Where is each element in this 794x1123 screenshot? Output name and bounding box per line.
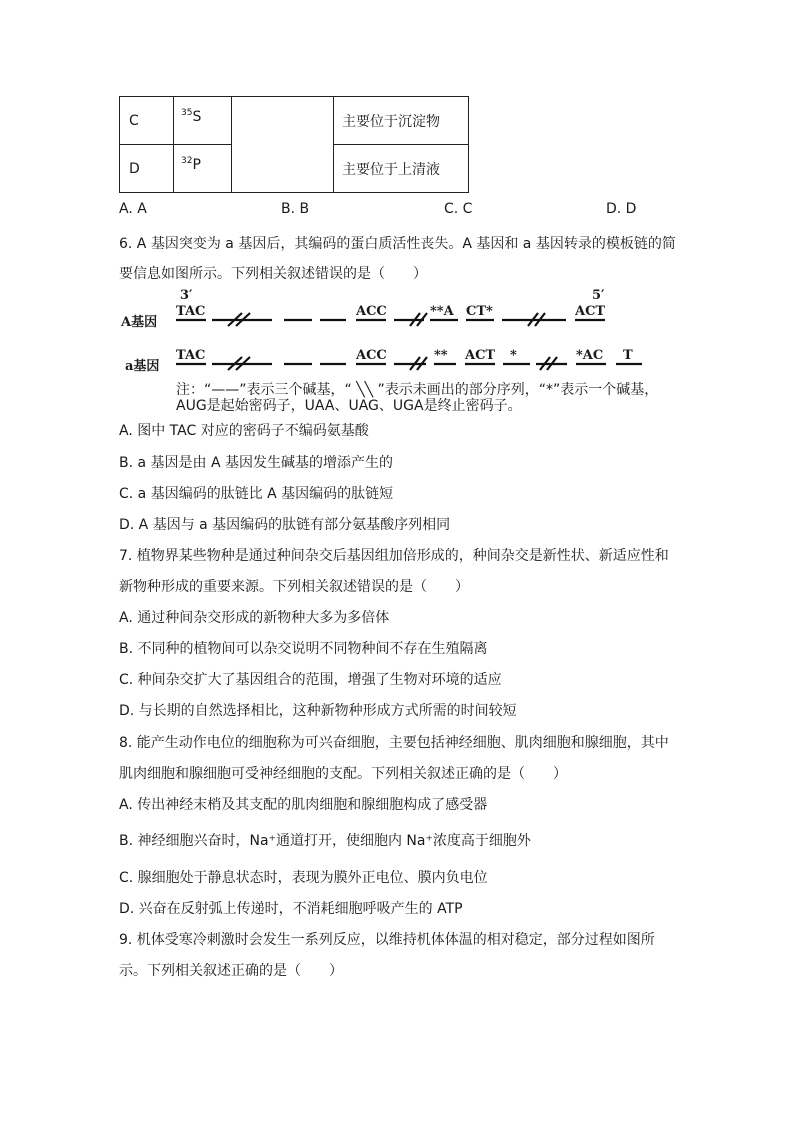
a-seq-t: T <box>623 348 633 363</box>
q5-option-a[interactable]: A. A <box>119 201 147 217</box>
q7-option-d[interactable]: D. 与长期的自然选择相比，这种新物种形成方式所需的时间较短 <box>119 703 517 719</box>
a-seq-act: ACT <box>465 348 496 363</box>
q9-stem-line2: 示。下列相关叙述正确的是（ ） <box>119 963 343 979</box>
a-seq-star: * <box>510 348 517 363</box>
A-seq-act: ACT <box>575 304 606 319</box>
table-cell-option: C <box>120 97 174 145</box>
q8-option-a[interactable]: A. 传出神经末梢及其支配的肌肉细胞和腺细胞构成了感受器 <box>119 797 488 813</box>
q8-stem-line1: 8. 能产生动作电位的细胞称为可兴奋细胞，主要包括神经细胞、肌肉细胞和腺细胞，其中 <box>119 735 669 751</box>
q7-stem-line1: 7. 植物界某些物种是通过种间杂交后基因组加倍形成的，种间杂交是新性状、新适应性和 <box>119 548 669 564</box>
a-seq-stars: ** <box>434 348 448 363</box>
A-seq-ct-star: CT* <box>466 304 493 319</box>
q8-option-b[interactable]: B. 神经细胞兴奋时，Na⁺通道打开，使细胞内 Na⁺浓度高于细胞外 <box>119 833 531 849</box>
q5-option-d[interactable]: D. D <box>606 201 637 217</box>
table-cell-result: 主要位于沉淀物 <box>334 97 469 145</box>
a-seq-tac: TAC <box>176 348 206 363</box>
q6-option-d[interactable]: D. A 基因与 a 基因编码的肽链有部分氨基酸序列相同 <box>119 517 451 533</box>
q6-option-a[interactable]: A. 图中 TAC 对应的密码子不编码氨基酸 <box>119 423 369 439</box>
q5-option-b[interactable]: B. B <box>281 201 310 217</box>
q6-option-b[interactable]: B. a 基因是由 A 基因发生碱基的增添产生的 <box>119 455 394 471</box>
table-cell-result: 主要位于上清液 <box>334 145 469 193</box>
strand-lines <box>0 0 794 420</box>
q7-option-a[interactable]: A. 通过种间杂交形成的新物种大多为多倍体 <box>119 610 390 626</box>
label-a-gene: a基因 <box>125 359 160 374</box>
q8-option-d[interactable]: D. 兴奋在反射弧上传递时，不消耗细胞呼吸产生的 ATP <box>119 901 463 917</box>
gene-diagram <box>0 0 794 420</box>
isotope-mass: 35 <box>181 107 193 118</box>
q7-option-c[interactable]: C. 种间杂交扩大了基因组合的范围，增强了生物对环境的适应 <box>119 672 502 688</box>
A-seq-tac: TAC <box>176 304 206 319</box>
diagram-note-line2: AUG是起始密码子，UAA、UAG、UGA是终止密码子。 <box>176 398 522 414</box>
q9-stem-line1: 9. 机体受寒冷刺激时会发生一系列反应，以维持机体体温的相对稳定，部分过程如图所 <box>119 932 655 948</box>
diagram-note-line1: 注：“——”表示三个碱基，“ ╲╲ ”表示未画出的部分序列，“*”表示一个碱基， <box>176 382 659 398</box>
end-label-5prime: 5′ <box>592 288 605 303</box>
q7-stem-line2: 新物种形成的重要来源。下列相关叙述错误的是（ ） <box>119 579 469 595</box>
q5-option-c[interactable]: C. C <box>444 201 473 217</box>
q6-stem-line2: 要信息如图所示。下列相关叙述错误的是（ ） <box>119 266 427 282</box>
end-label-3prime: 3′ <box>180 288 193 303</box>
q6-stem-line1: 6. A 基因突变为 a 基因后，其编码的蛋白质活性丧失。A 基因和 a 基因转录的模板链的简 <box>119 236 676 252</box>
a-seq-acc: ACC <box>356 348 387 363</box>
isotope-mass: 32 <box>181 155 193 166</box>
q6-option-c[interactable]: C. a 基因编码的肽链比 A 基因编码的肽链短 <box>119 486 394 502</box>
A-seq-star-a: **A <box>430 304 454 319</box>
q8-stem-line2: 肌肉细胞和腺细胞可受神经细胞的支配。下列相关叙述正确的是（ ） <box>119 766 567 782</box>
isotope-symbol: S <box>192 108 202 125</box>
isotope-symbol: P <box>192 156 201 173</box>
A-seq-acc: ACC <box>356 304 387 319</box>
label-A-gene: A基因 <box>121 315 158 330</box>
q8-option-c[interactable]: C. 腺细胞处于静息状态时，表现为膜外正电位、膜内负电位 <box>119 870 488 886</box>
table-cell-option: D <box>120 145 174 193</box>
a-seq-star-ac: *AC <box>576 348 604 363</box>
q7-option-b[interactable]: B. 不同种的植物间可以杂交说明不同物种间不存在生殖隔离 <box>119 641 488 657</box>
